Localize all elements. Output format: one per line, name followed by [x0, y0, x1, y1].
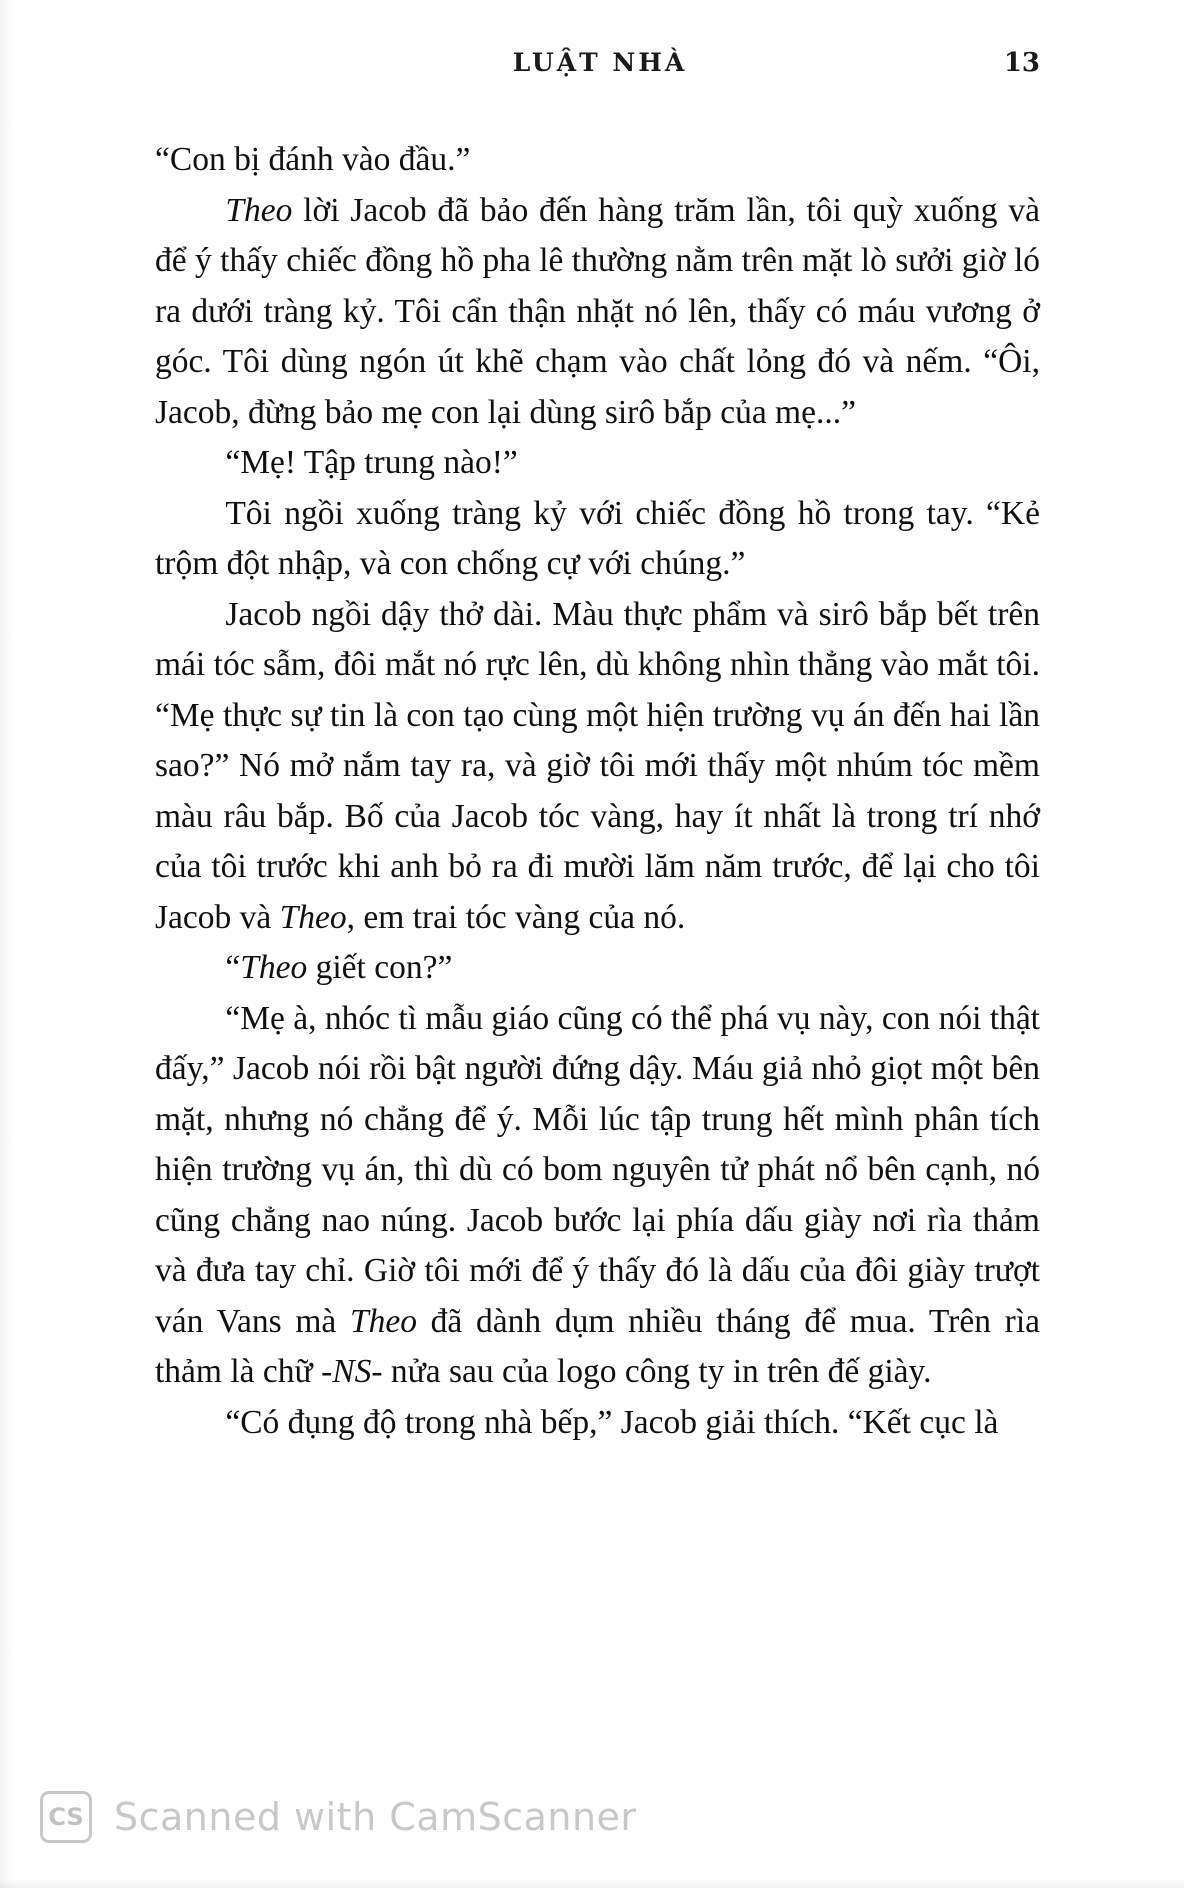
italic-text: Theo [349, 1302, 417, 1340]
running-head [160, 48, 1040, 88]
paragraph: Jacob ngồi dậy thở dài. Màu thực phẩm và sirô bắp bết trên mái tóc sẫm, đôi mắt nó rực lên, dù không nhìn thẳng vào mắt tôi. “Mẹ thực sự tin là con tạo cùng một hiện trường vụ án đến hai lần sao?” Nó mở nắm tay ra, và giờ tôi mới thấy một nhúm tóc mềm màu râu bắp. Bố của Jacob tóc vàng, hay ít nhất là trong trí nhớ của tôi trước khi anh bỏ ra đi mười lăm năm trước, để lại cho tôi Jacob và Theo, em trai tóc vàng của nó. [155, 595, 1040, 936]
camscanner-logo-icon: CS [40, 1791, 92, 1843]
paragraph: “Mẹ! Tập trung nào!” [225, 444, 518, 481]
page-number: 13 [1003, 48, 1040, 78]
italic-text: Theo [240, 949, 308, 986]
camscanner-label: Scanned with CamScanner [114, 1795, 637, 1839]
italic-text: -NS- [321, 1353, 383, 1390]
scan-edge-left [0, 0, 14, 1888]
italic-text: Theo [279, 898, 347, 936]
scan-edge-bottom [0, 1878, 1184, 1888]
camscanner-watermark [40, 1784, 637, 1850]
paragraph: “Mẹ à, nhóc tì mẫu giáo cũng có thể phá vụ này, con nói thật đấy,” Jacob nói rồi bật người đứng dậy. Máu giả nhỏ giọt một bên mặt, nhưng nó chẳng để ý. Mỗi lúc tập trung hết mình phân tích hiện trường vụ án, thì dù có bom nguyên tử phát nổ bên cạnh, nó cũng chẳng nao núng. Jacob bước lại phía dấu giày nơi rìa thảm và đưa tay chỉ. Giờ tôi mới để ý thấy đó là dấu của đôi giày trượt ván Vans mà Theo đã dành dụm nhiều tháng để mua. Trên rìa thảm là chữ -NS- nửa sau của logo công ty in trên đế giày. [155, 999, 1040, 1390]
paragraph: Theo lời Jacob đã bảo đến hàng trăm lần, tôi quỳ xuống và để ý thấy chiếc đồng hồ pha lê thường nằm trên mặt lò sưởi giờ ló ra dưới tràng kỷ. Tôi cẩn thận nhặt nó lên, thấy có máu vương ở góc. Tôi dùng ngón út khẽ chạm vào chất lỏng đó và nếm. “Ôi, Jacob, đừng bảo mẹ con lại dùng sirô bắp của mẹ...” [155, 191, 1040, 431]
paragraph: Tôi ngồi xuống tràng kỷ với chiếc đồng hồ trong tay. “Kẻ trộm đột nhập, và con chống cự với chúng.” [155, 494, 1040, 582]
paragraph-italic-theo: “Theo giết con?” [225, 949, 453, 986]
paragraph: “Con bị đánh vào đầu.” [155, 141, 471, 178]
paragraph: “Có đụng độ trong nhà bếp,” Jacob giải thích. “Kết cục là [225, 1403, 999, 1441]
italic-text: Theo [225, 191, 293, 229]
page-body [155, 135, 1040, 1448]
book-title: LUẬT NHÀ [512, 48, 688, 77]
